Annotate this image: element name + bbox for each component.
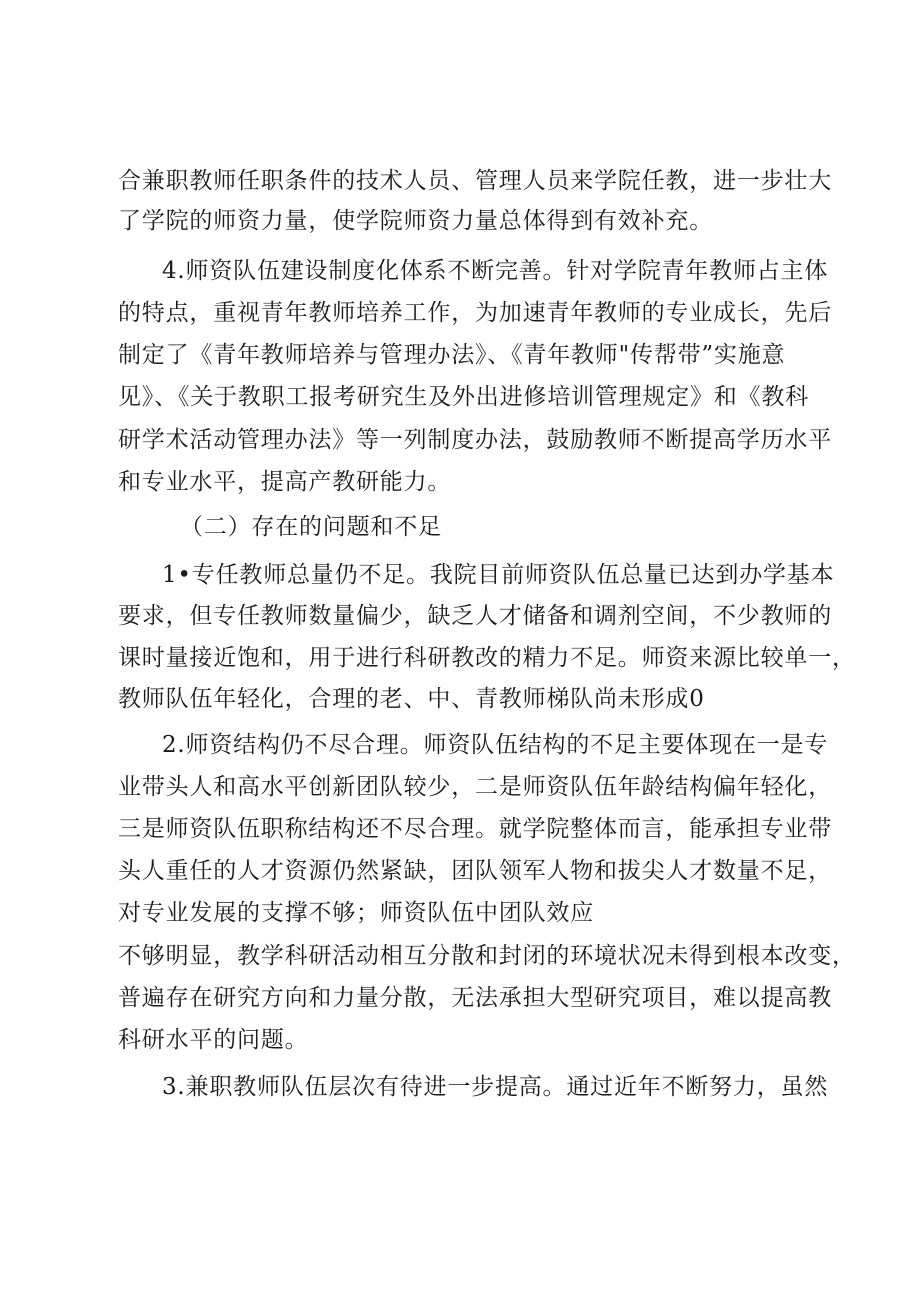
text-line: 要求，但专任教师数量偏少，缺乏人才储备和调剂空间，不少教师的	[118, 603, 832, 629]
paragraph-start-line: 2.师资结构仍不尽合理。师资队伍结构的不足主要体现在一是专	[162, 732, 829, 758]
text-line: 研学术活动管理办法》等一列制度办法，鼓励教师不断提高学历水平	[118, 427, 832, 453]
text-line: 对专业发展的支撑不够；师资队伍中团队效应	[118, 900, 594, 926]
paragraph-start-line: 4.师资队伍建设制度化体系不断完善。针对学院青年教师占主体	[162, 258, 829, 284]
text-line: 和专业水平，提高产教研能力。	[118, 469, 452, 495]
text-line: 业带头人和高水平创新团队较少，二是师资队伍年龄结构偏年轻化，	[118, 774, 832, 800]
text-line: 见》、《关于教职工报考研究生及外出进修培训管理规定》和《教科	[118, 384, 809, 410]
text-line: 教师队伍年轻化，合理的老、中、青教师梯队尚未形成0	[118, 686, 705, 712]
text-line: 的特点，重视青年教师培养工作，为加速青年教师的专业成长，先后	[118, 300, 832, 326]
text-line: 普遍存在研究方向和力量分散，无法承担大型研究项目，难以提高教	[118, 985, 832, 1011]
text-line: 课时量接近饱和，用于进行科研教改的精力不足。师资来源比较单一，	[118, 645, 856, 671]
section-heading: （二）存在的问题和不足	[180, 514, 442, 540]
paragraph-start-line: 3.兼职教师队伍层次有待进一步提高。通过近年不断努力，虽然	[162, 1074, 829, 1100]
paragraph-start-line: 1•专任教师总量仍不足。我院目前师资队伍总量已达到办学基本	[162, 562, 835, 588]
text-line: 三是师资队伍职称结构还不尽合理。就学院整体而言，能承担专业带	[118, 816, 832, 842]
text-line: 不够明显，教学科研活动相互分散和封闭的环境状况未得到根本改变，	[118, 943, 856, 969]
text-line: 制定了《青年教师培养与管理办法》、《青年教师"传帮带”实施意	[118, 342, 786, 368]
text-line: 科研水平的问题。	[118, 1027, 309, 1053]
text-line: 头人重任的人才资源仍然紧缺，团队领军人物和拔尖人才数量不足，	[118, 858, 832, 884]
text-line: 合兼职教师任职条件的技术人员、管理人员来学院任教，进一步壮大	[118, 168, 832, 194]
text-line: 了学院的师资力量，使学院师资力量总体得到有效补充。	[118, 208, 713, 234]
